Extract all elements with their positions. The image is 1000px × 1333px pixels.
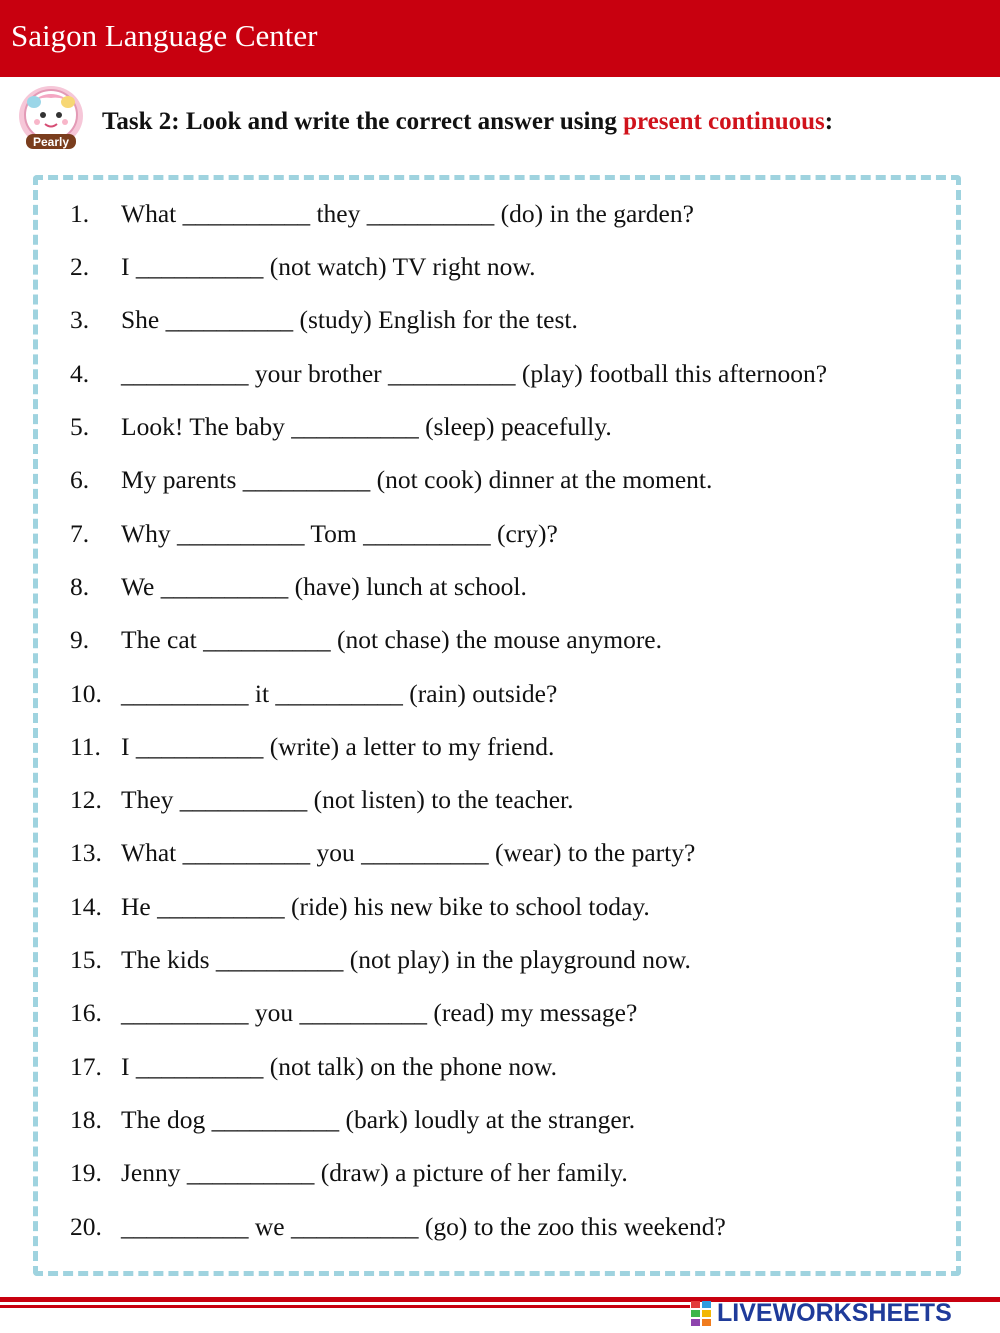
item-number: 2. <box>70 252 90 282</box>
exercise-item <box>70 187 827 240</box>
item-text: He __________ (ride) his new bike to school today. <box>121 891 650 921</box>
exercise-item <box>70 347 827 400</box>
liveworksheets-logo-icon <box>690 1299 714 1327</box>
item-text: Look! The baby __________ (sleep) peacefully. <box>121 412 612 442</box>
exercise-item <box>70 773 827 826</box>
task-suffix: : <box>824 108 834 135</box>
item-number: 12. <box>70 785 102 815</box>
item-number: 14. <box>70 891 102 921</box>
item-text: I __________ (not watch) TV right now. <box>121 252 536 282</box>
item-text: We __________ (have) lunch at school. <box>121 571 527 601</box>
exercise-list <box>70 187 827 1253</box>
item-number: 16. <box>70 998 102 1028</box>
item-number: 7. <box>70 518 90 548</box>
exercise-item <box>70 986 827 1039</box>
header-bar <box>0 0 1000 77</box>
exercise-item <box>70 1093 827 1146</box>
item-number: 15. <box>70 945 102 975</box>
exercise-item <box>70 240 827 293</box>
task-highlight: present continuous <box>623 108 825 135</box>
item-number: 6. <box>70 465 90 495</box>
exercise-item <box>70 453 827 506</box>
item-number: 8. <box>70 571 90 601</box>
item-text: The dog __________ (bark) loudly at the stranger. <box>121 1104 636 1134</box>
item-number: 3. <box>70 305 90 335</box>
exercise-item <box>70 560 827 613</box>
item-text: She __________ (study) English for the test. <box>121 305 578 335</box>
exercise-item <box>70 933 827 986</box>
item-text: What __________ you __________ (wear) to the party? <box>121 838 696 868</box>
task-instruction <box>102 108 833 136</box>
item-text: __________ you __________ (read) my message? <box>121 998 638 1028</box>
item-number: 4. <box>70 358 90 388</box>
exercise-item <box>70 667 827 720</box>
mascot-label: Pearly <box>32 135 70 149</box>
pearly-mascot-icon <box>12 82 90 154</box>
item-number: 18. <box>70 1104 102 1134</box>
exercise-item <box>70 1146 827 1199</box>
exercise-item <box>70 613 827 666</box>
item-text: Jenny __________ (draw) a picture of her family. <box>121 1158 628 1188</box>
item-text: The cat __________ (not chase) the mouse anymore. <box>121 625 663 655</box>
item-text: Why __________ Tom __________ (cry)? <box>121 518 558 548</box>
task-prefix: Task 2: Look and write the correct answer using <box>102 108 624 135</box>
item-number: 5. <box>70 412 90 442</box>
liveworksheets-label: LIVEWORKSHEETS <box>717 1298 952 1327</box>
item-text: What __________ they __________ (do) in the garden? <box>121 198 694 228</box>
item-number: 1. <box>70 198 90 228</box>
item-text: I __________ (write) a letter to my friend. <box>121 731 555 761</box>
item-text: I __________ (not talk) on the phone now. <box>121 1051 558 1081</box>
exercise-item <box>70 720 827 773</box>
item-number: 11. <box>70 731 101 761</box>
exercise-item <box>70 400 827 453</box>
exercise-item <box>70 880 827 933</box>
item-number: 10. <box>70 678 102 708</box>
exercise-item <box>70 827 827 880</box>
liveworksheets-brand[interactable] <box>690 1296 996 1330</box>
item-text: __________ we __________ (go) to the zoo this weekend? <box>121 1211 726 1241</box>
item-text: My parents __________ (not cook) dinner at the moment. <box>121 465 713 495</box>
exercise-item <box>70 1040 827 1093</box>
item-number: 20. <box>70 1211 102 1241</box>
exercise-item <box>70 294 827 347</box>
item-text: They __________ (not listen) to the teacher. <box>121 785 574 815</box>
item-text: __________ it __________ (rain) outside? <box>121 678 558 708</box>
footer-divider-thin <box>0 1305 690 1308</box>
exercise-item <box>70 1200 827 1253</box>
item-text: The kids __________ (not play) in the playground now. <box>121 945 691 975</box>
item-number: 13. <box>70 838 102 868</box>
item-number: 19. <box>70 1158 102 1188</box>
item-text: __________ your brother __________ (play) football this afternoon? <box>121 358 828 388</box>
item-number: 9. <box>70 625 90 655</box>
header-title: Saigon Language Center <box>11 17 318 53</box>
exercise-item <box>70 507 827 560</box>
item-number: 17. <box>70 1051 102 1081</box>
